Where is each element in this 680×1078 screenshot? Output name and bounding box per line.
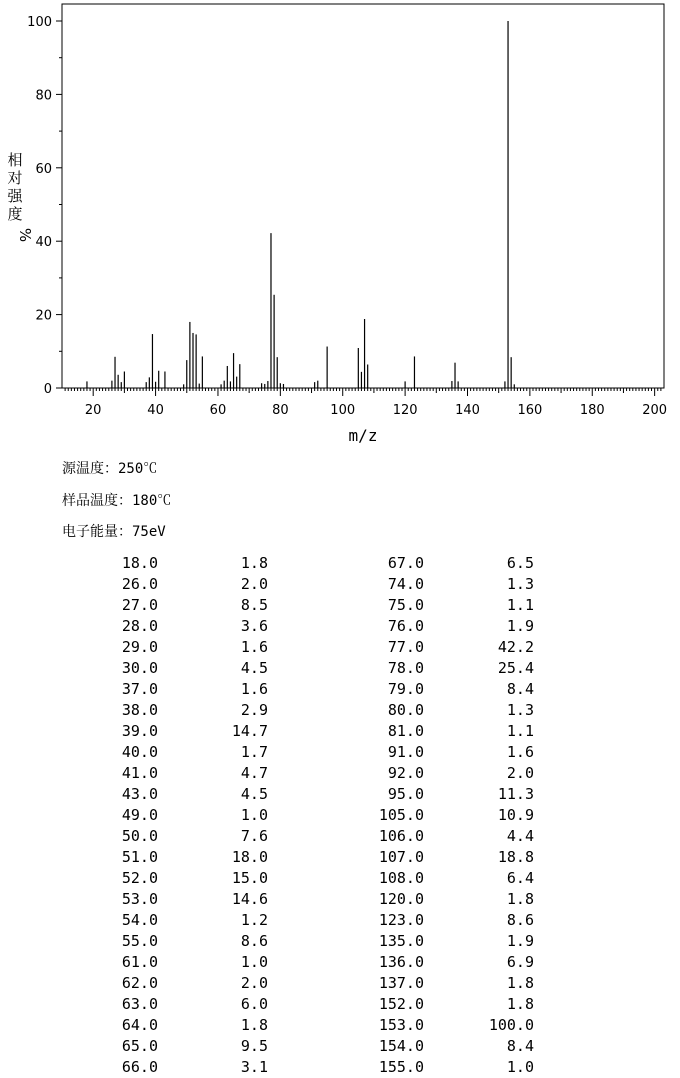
intensity-cell: 8.6 (240, 932, 268, 950)
mz-cell: 136.0 (378, 953, 424, 971)
intensity-cell: 3.1 (240, 1058, 268, 1076)
mz-cell: 53.0 (121, 890, 158, 908)
mz-cell: 123.0 (378, 911, 424, 929)
intensity-cell: 8.5 (240, 596, 268, 614)
electron-energy: 电子能量：75eV (62, 524, 166, 540)
y-label-char: 强 (7, 187, 23, 205)
table-row (0, 658, 680, 679)
y-axis-label (7, 151, 34, 242)
table-row (0, 1057, 680, 1078)
mz-cell: 30.0 (121, 659, 158, 677)
intensity-cell: 2.0 (506, 764, 534, 782)
mz-cell: 107.0 (378, 848, 424, 866)
mz-cell: 61.0 (121, 953, 158, 971)
mz-cell: 92.0 (387, 764, 424, 782)
mz-cell: 18.0 (121, 554, 158, 572)
intensity-cell: 7.6 (240, 827, 268, 845)
intensity-cell: 100.0 (488, 1016, 534, 1034)
mz-cell: 95.0 (387, 785, 424, 803)
x-axis-label: m/z (348, 426, 378, 445)
table-row (0, 868, 680, 889)
intensity-cell: 2.0 (240, 575, 268, 593)
mz-cell: 152.0 (378, 995, 424, 1013)
intensity-cell: 1.7 (240, 743, 268, 761)
intensity-cell: 1.1 (506, 596, 534, 614)
intensity-cell: 42.2 (497, 638, 534, 656)
x-tick-label: 200 (642, 403, 668, 418)
table-row (0, 1015, 680, 1036)
intensity-cell: 6.4 (506, 869, 534, 887)
intensity-cell: 1.6 (240, 638, 268, 656)
y-tick-label: 100 (27, 15, 52, 30)
table-row (0, 742, 680, 763)
mz-cell: 137.0 (378, 974, 424, 992)
table-row (0, 553, 680, 574)
mz-cell: 105.0 (378, 806, 424, 824)
y-tick-label: 40 (35, 235, 52, 251)
mz-cell: 28.0 (121, 617, 158, 635)
x-tick-label: 100 (330, 403, 356, 418)
mz-cell: 27.0 (121, 596, 158, 614)
intensity-cell: 1.8 (506, 890, 534, 908)
intensity-cell: 1.8 (506, 995, 534, 1013)
table-row (0, 595, 680, 616)
table-row (0, 574, 680, 595)
table-row (0, 973, 680, 994)
mz-cell: 154.0 (378, 1037, 424, 1055)
intensity-cell: 15.0 (231, 869, 268, 887)
mz-cell: 91.0 (387, 743, 424, 761)
y-tick-label: 0 (43, 382, 52, 397)
y-label-char: 相 (7, 151, 23, 169)
table-row (0, 784, 680, 805)
intensity-cell: 8.6 (506, 911, 534, 929)
x-axis (65, 388, 667, 418)
mz-cell: 38.0 (121, 701, 158, 719)
mz-cell: 75.0 (387, 596, 424, 614)
intensity-cell: 10.9 (497, 806, 534, 824)
sample-temperature: 样品温度：180℃ (62, 493, 172, 509)
table-row (0, 910, 680, 931)
x-tick-label: 180 (579, 403, 605, 418)
mz-cell: 77.0 (387, 638, 424, 656)
mz-cell: 106.0 (378, 827, 424, 845)
peak-table (0, 553, 680, 1078)
intensity-cell: 1.0 (240, 953, 268, 971)
mz-cell: 79.0 (387, 680, 424, 698)
mz-cell: 80.0 (387, 701, 424, 719)
x-tick-label: 20 (84, 403, 102, 418)
source-temperature: 源温度：250℃ (62, 461, 158, 477)
mz-cell: 76.0 (387, 617, 424, 635)
table-row (0, 889, 680, 910)
intensity-cell: 4.5 (240, 785, 268, 803)
mz-cell: 37.0 (121, 680, 158, 698)
intensity-cell: 2.9 (240, 701, 268, 719)
x-tick-label: 140 (455, 403, 480, 418)
intensity-cell: 18.8 (497, 848, 534, 866)
mz-cell: 49.0 (121, 806, 158, 824)
mz-cell: 54.0 (121, 911, 158, 929)
mz-cell: 108.0 (378, 869, 424, 887)
mz-cell: 43.0 (121, 785, 158, 803)
mz-cell: 41.0 (121, 764, 158, 782)
mz-cell: 52.0 (121, 869, 158, 887)
intensity-cell: 11.3 (497, 785, 534, 803)
mz-cell: 40.0 (121, 743, 158, 761)
table-row (0, 763, 680, 784)
plot-frame (62, 4, 664, 388)
intensity-cell: 1.8 (240, 1016, 268, 1034)
intensity-cell: 8.4 (506, 680, 534, 698)
intensity-cell: 1.0 (240, 806, 268, 824)
peak-bars (87, 21, 514, 388)
mz-cell: 55.0 (121, 932, 158, 950)
mass-spectrum-chart (0, 0, 680, 450)
intensity-cell: 1.8 (506, 974, 534, 992)
mz-cell: 66.0 (121, 1058, 158, 1076)
y-tick-label: 20 (35, 308, 52, 324)
intensity-cell: 1.0 (506, 1058, 534, 1076)
y-label-char: 对 (7, 169, 23, 187)
table-row (0, 847, 680, 868)
table-row (0, 679, 680, 700)
table-row (0, 700, 680, 721)
mz-cell: 155.0 (378, 1058, 424, 1076)
intensity-cell: 4.5 (240, 659, 268, 677)
x-tick-label: 120 (392, 403, 418, 418)
intensity-cell: 3.6 (240, 617, 268, 635)
table-row (0, 721, 680, 742)
mz-cell: 39.0 (121, 722, 158, 740)
mz-cell: 50.0 (121, 827, 158, 845)
x-tick-label: 160 (517, 403, 543, 418)
x-tick-label: 40 (147, 403, 164, 418)
table-row (0, 805, 680, 826)
mz-cell: 153.0 (378, 1016, 424, 1034)
intensity-cell: 6.0 (240, 995, 268, 1013)
mz-cell: 26.0 (121, 575, 158, 593)
intensity-cell: 1.8 (240, 554, 268, 572)
y-tick-label: 80 (35, 88, 52, 104)
intensity-cell: 2.0 (240, 974, 268, 992)
y-axis (27, 15, 62, 397)
intensity-cell: 14.7 (231, 722, 268, 740)
y-label-char: 度 (7, 205, 23, 223)
intensity-cell: 14.6 (231, 890, 268, 908)
intensity-cell: 1.2 (240, 911, 268, 929)
intensity-cell: 1.3 (506, 575, 534, 593)
intensity-cell: 8.4 (506, 1037, 534, 1055)
mz-cell: 51.0 (121, 848, 158, 866)
table-row (0, 616, 680, 637)
mz-cell: 65.0 (121, 1037, 158, 1055)
x-tick-label: 60 (209, 403, 227, 418)
intensity-cell: 1.6 (506, 743, 534, 761)
x-tick-label: 80 (272, 403, 289, 418)
mz-cell: 120.0 (378, 890, 424, 908)
mz-cell: 62.0 (121, 974, 158, 992)
intensity-cell: 9.5 (240, 1037, 268, 1055)
intensity-cell: 6.5 (506, 554, 534, 572)
intensity-cell: 1.1 (506, 722, 534, 740)
mz-cell: 64.0 (121, 1016, 158, 1034)
mz-cell: 67.0 (387, 554, 424, 572)
table-row (0, 952, 680, 973)
mz-cell: 74.0 (387, 575, 424, 593)
table-row (0, 826, 680, 847)
intensity-cell: 4.4 (506, 827, 534, 845)
intensity-cell: 4.7 (240, 764, 268, 782)
table-row (0, 931, 680, 952)
table-row (0, 994, 680, 1015)
mz-cell: 29.0 (121, 638, 158, 656)
intensity-cell: 1.3 (506, 701, 534, 719)
intensity-cell: 1.9 (506, 617, 534, 635)
mz-cell: 81.0 (387, 722, 424, 740)
table-row (0, 1036, 680, 1057)
intensity-cell: 18.0 (231, 848, 268, 866)
mz-cell: 78.0 (387, 659, 424, 677)
intensity-cell: 25.4 (497, 659, 534, 677)
mz-cell: 135.0 (378, 932, 424, 950)
intensity-cell: 1.6 (240, 680, 268, 698)
table-row (0, 637, 680, 658)
mz-cell: 63.0 (121, 995, 158, 1013)
intensity-cell: 1.9 (506, 932, 534, 950)
y-label-unit: % (16, 227, 34, 243)
intensity-cell: 6.9 (506, 953, 534, 971)
y-tick-label: 60 (35, 161, 52, 177)
